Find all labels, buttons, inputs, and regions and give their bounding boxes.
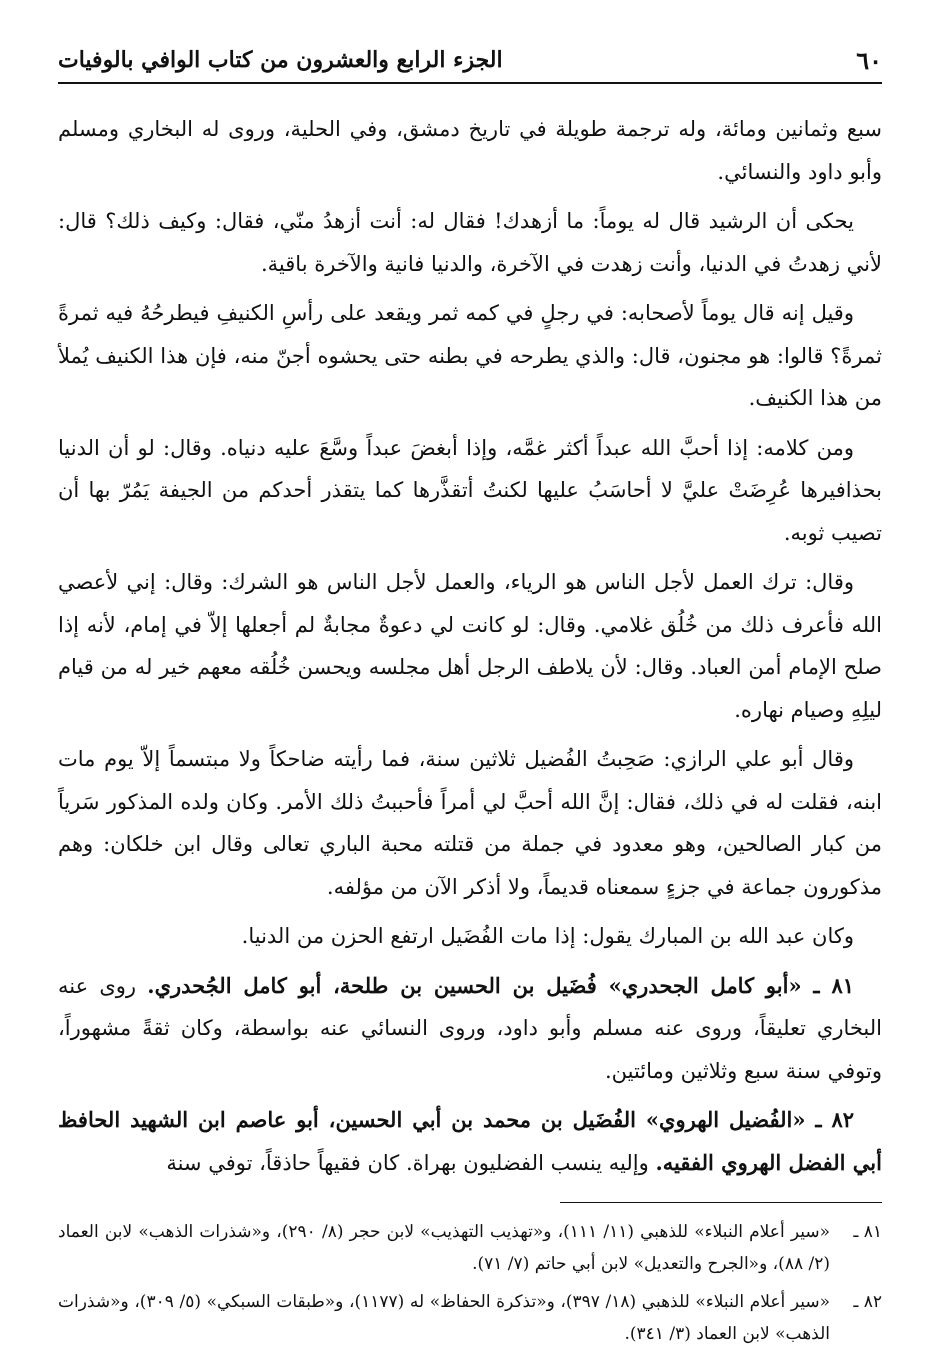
entry-text: وإليه ينسب الفضليون بهراة. كان فقيهاً حاذقاً، توفي سنة bbox=[166, 1150, 656, 1175]
footnote-separator bbox=[560, 1202, 882, 1203]
footnote-text: «سير أعلام النبلاء» للذهبي (١١/ ١١١)، و«تهذيب التهذيب» لابن حجر (٨/ ٢٩٠)، و«شذرات الذهب» لابن العماد (٢/ ٨٨)، و«الجرح والتعديل» لابن أبي حاتم (٧/ ٧١). bbox=[58, 1222, 830, 1274]
running-title: الجزء الرابع والعشرون من كتاب الوافي بالوفيات bbox=[58, 47, 503, 73]
footnote-number: ٨١ ـ bbox=[853, 1222, 882, 1242]
footnote-81 bbox=[58, 1216, 882, 1280]
footnote-82 bbox=[58, 1286, 882, 1350]
footnote-text: «سير أعلام النبلاء» للذهبي (١٨/ ٣٩٧)، و«تذكرة الحفاظ» له (١١٧٧)، و«طبقات السبكي» (٥/ ٣٠٩)، و«شذرات الذهب» لابن العماد (٣/ ٣٤١). bbox=[58, 1292, 830, 1344]
entry-heading: ٨١ ـ «أبو كامل الجحدري» فُضَيل بن الحسين بن طلحة، أبو كامل الجُحدري. bbox=[147, 972, 854, 998]
paragraph: سبع وثمانين ومائة، وله ترجمة طويلة في تاريخ دمشق، وفي الحلية، وروى له البخاري ومسلم وأبو داود والنسائي. bbox=[58, 117, 882, 184]
paragraph: يحكى أن الرشيد قال له يوماً: ما أزهدك! فقال له: أنت أزهدُ منّي، فقال: وكيف ذلك؟ قال: لأني زهدتُ في الدنيا، وأنت زهدت في الآخرة، والدنيا فانية والآخرة باقية. bbox=[58, 209, 882, 276]
page-header bbox=[58, 38, 882, 84]
paragraph: ومن كلامه: إذا أحبَّ الله عبداً أكثر غمَّه، وإذا أبغضَ عبداً وسَّعَ عليه دنياه. وقال: لو أن الدنيا بحذافيرها عُرِضَتْ عليَّ لا أحاسَبُ عليها لكنتُ أتقذَّرها كما يتقذر أحدكم من الجيفة يَمُرّ بها أن تصيب ثوبه. bbox=[58, 435, 882, 545]
paragraph: وقيل إنه قال يوماً لأصحابه: في رجلٍ في كمه ثمر ويقعد على رأسِ الكنيفِ فيطرحُهُ فيه ثمرةً ثمرةً؟ قالوا: هو مجنون، قال: والذي يطرحه في بطنه حتى يحشوه أجنّ منه، فإن هذا الكنيف يُملأ من هذا الكنيف. bbox=[58, 301, 882, 410]
main-text bbox=[58, 108, 882, 1191]
paragraph: وقال أبو علي الرازي: صَحِبتُ الفُضيل ثلاثين سنة، فما رأيته ضاحكاً ولا مبتسماً إلاّ يوم مات ابنه، فقلت له في ذلك، فقال: إنَّ الله أحبَّ لي أمراً فأحببتُ ذلك الأمر. وكان ولده المذكور سَرياً من كبار الصالحين، وهو معدود في جملة من قتلته محبة الباري تعالى وقال ابن خلكان: وهم مذكورون جماعة في جزءٍ سمعناه قديماً، ولا أذكر الآن من مؤلفه. bbox=[58, 747, 882, 899]
footnote-number: ٨٢ ـ bbox=[853, 1292, 882, 1312]
biography-entry-81 bbox=[58, 965, 882, 1093]
entry-heading: ٨٢ ـ «الفُضيل الهروي» الفُضَيل بن محمد بن أبي الحسين، أبو عاصم ابن الشهيد الحافظ أبي الفضل الهروي الفقيه. bbox=[58, 1107, 882, 1175]
paragraph: وكان عبد الله بن المبارك يقول: إذا مات الفُضَيل ارتفع الحزن من الدنيا. bbox=[241, 924, 854, 948]
paragraph: وقال: ترك العمل لأجل الناس هو الرياء، والعمل لأجل الناس هو الشرك: وقال: إني لأعصي الله فأعرف ذلك من خُلُق غلامي. وقال: لو كانت لي دعوةٌ مجابةٌ لم أجعلها إلاّ في إمام، لأنه إذا صلح الإمام أمن العباد. وقال: لأن يلاطف الرجل أهل مجلسه ويحسن خُلُقه معهم خير له من قيام ليلِهِ وصيام نهاره. bbox=[58, 570, 882, 722]
page-number: ٦٠ bbox=[856, 45, 882, 75]
entry-text: روى عنه البخاري تعليقاً، وروى عنه مسلم وأبو داود، وروى النسائي عنه بواسطة، وكان ثقةً مشهوراً، وتوفي سنة سبع وثلاثين ومائتين. bbox=[58, 973, 882, 1083]
book-page bbox=[58, 38, 882, 1344]
footnotes bbox=[58, 1216, 882, 1356]
biography-entry-82 bbox=[58, 1099, 882, 1184]
